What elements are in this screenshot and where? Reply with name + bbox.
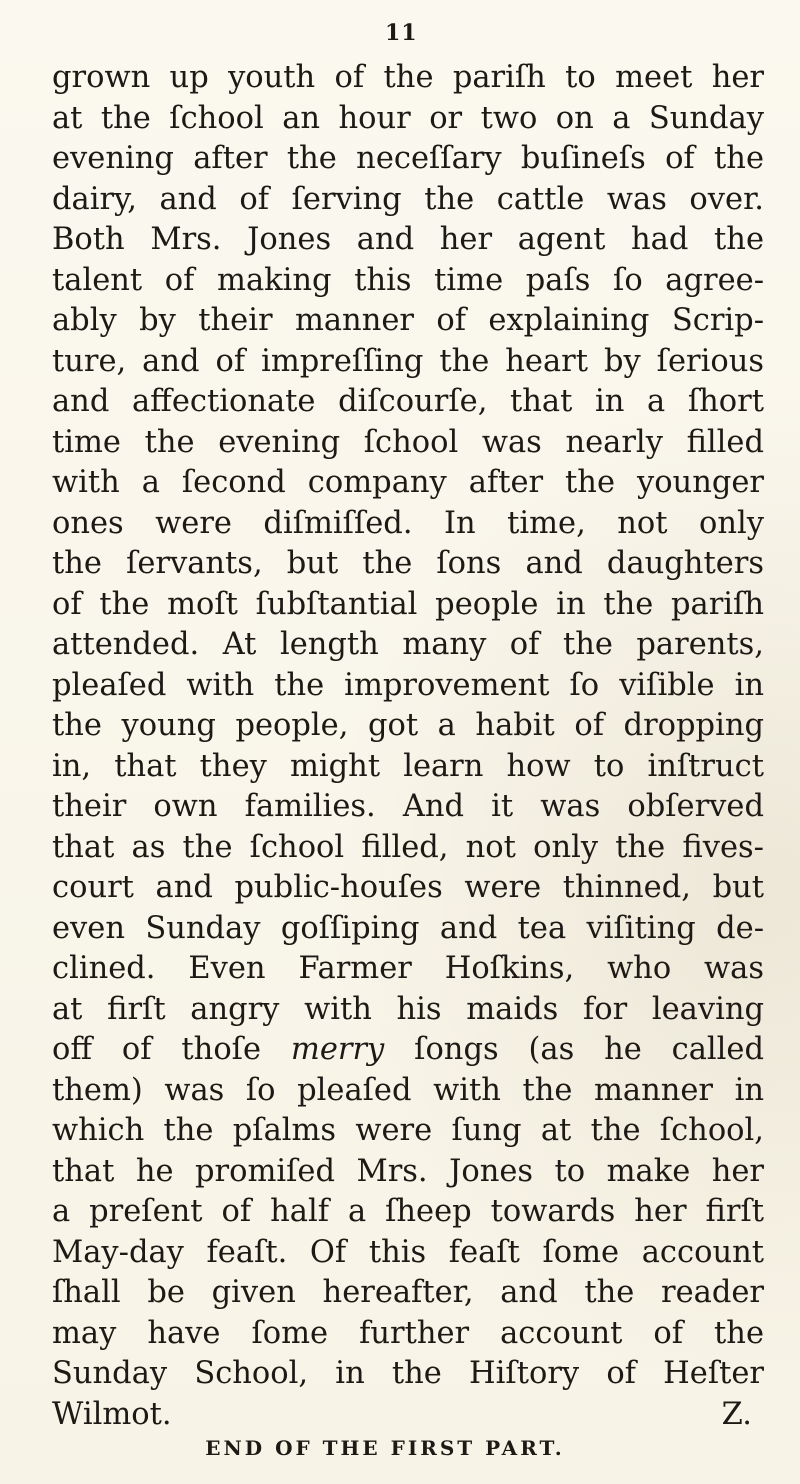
closing-text: Wilmot. bbox=[52, 1396, 172, 1432]
text-line: clined. Even Farmer Hoſkins, who was bbox=[52, 951, 764, 986]
text-line: with a ſecond company after the younger bbox=[52, 465, 764, 500]
text-line: ones were diſmiſſed. In time, not only bbox=[52, 505, 764, 541]
text-line: dairy, and of ſerving the cattle was over. bbox=[52, 181, 764, 217]
body-text bbox=[52, 58, 764, 1435]
text-line: court and public-houſes were thinned, but bbox=[52, 870, 764, 905]
text-line: the young people, got a habit of dropping bbox=[52, 708, 764, 743]
text-line: at the ſchool an hour or two on a Sunday bbox=[52, 100, 764, 136]
text-line: and affectionate diſcourſe, that in a ſhort bbox=[52, 384, 764, 419]
text-line: time the evening ſchool was nearly filled bbox=[52, 424, 764, 460]
text-line: May-day feaſt. Of this feaſt ſome account bbox=[52, 1234, 764, 1270]
text-line: even Sunday goſſiping and tea viſiting de- bbox=[52, 910, 764, 946]
text-line: Both Mrs. Jones and her agent had the bbox=[52, 222, 764, 257]
text-line: Sunday School, in the Hiſtory of Heſter bbox=[52, 1356, 764, 1391]
page-number: 11 bbox=[385, 20, 418, 46]
text-line: ably by their manner of explaining Scrip- bbox=[52, 303, 764, 338]
text-line: that as the ſchool filled, not only the fives- bbox=[52, 829, 764, 865]
text-line: may have ſome further account of the bbox=[52, 1315, 764, 1351]
text-line: which the pſalms were ſung at the ſchool, bbox=[52, 1113, 764, 1148]
text-line: evening after the neceſſary buſineſs of the bbox=[52, 141, 764, 176]
text-line: attended. At length many of the parents, bbox=[52, 627, 764, 662]
text-line: in, that they might learn how to inſtruct bbox=[52, 748, 764, 784]
text-line: them) was ſo pleaſed with the manner in bbox=[52, 1072, 764, 1108]
signature: Z. bbox=[721, 1396, 752, 1432]
text-line: their own families. And it was obſerved bbox=[52, 789, 764, 824]
closing-line bbox=[52, 1395, 764, 1436]
text-line: a preſent of half a ſheep towards her firſt bbox=[52, 1194, 764, 1229]
text-line: of the moſt ſubſtantial people in the pariſh bbox=[52, 586, 764, 622]
text-line: off of thoſe merry ſongs (as he called bbox=[52, 1032, 765, 1067]
text-line: the ſervants, but the ſons and daughters bbox=[52, 546, 764, 581]
text-line: grown up youth of the pariſh to meet her bbox=[52, 60, 764, 95]
text-line: pleaſed with the improvement ſo viſible in bbox=[52, 667, 764, 703]
text-line: at firſt angry with his maids for leaving bbox=[52, 991, 764, 1027]
end-of-part-footer: END OF THE FIRST PART. bbox=[205, 1436, 565, 1460]
text-line: ture, and of impreſſing the heart by ſerious bbox=[52, 343, 764, 379]
text-line: talent of making this time paſs ſo agree- bbox=[52, 262, 764, 298]
text-line: ſhall be given hereafter, and the reader bbox=[52, 1275, 764, 1310]
text-line: that he promiſed Mrs. Jones to make her bbox=[52, 1153, 764, 1189]
